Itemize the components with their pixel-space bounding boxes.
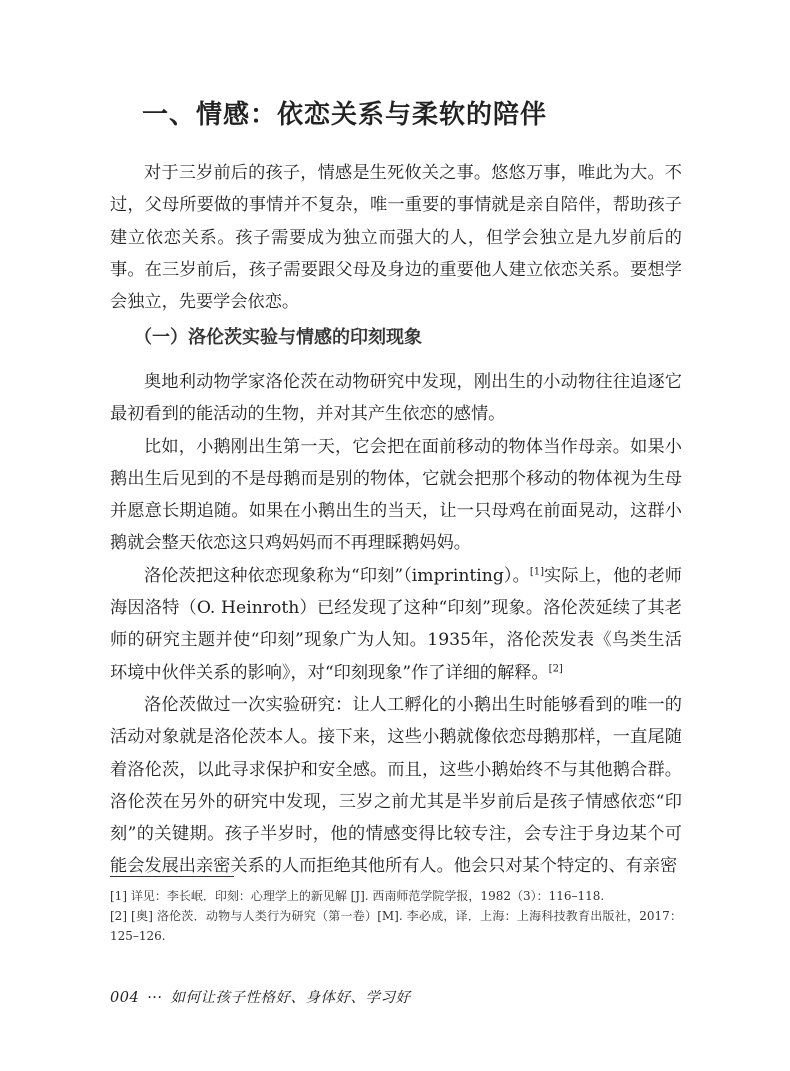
- section-heading: （一）洛伦茨实验与情感的印刻现象: [134, 327, 422, 348]
- footnote-2: [2] [奥] 洛伦茨．动物与人类行为研究（第一卷）[M]. 李必成，译．上海：上海科技教育出版社，2017：125–126.: [110, 909, 682, 943]
- chapter-title: 一、情感：依恋关系与柔软的陪伴: [142, 100, 548, 130]
- paragraph-4: 洛伦茨做过一次实验研究：让人工孵化的小鹅出生时能够看到的唯一的活动对象就是洛伦茨本人。接下来，这些小鹅就像依恋母鹅那样，一直尾随着洛伦茨，以此寻求保护和安全感。而且，这些小鹅始终不与其他鹅合群。洛伦茨在另外的研究中发现，三岁之前尤其是半岁前后是孩子情感依恋“印刻”的关键期。孩子半岁时，他的情感变得比较专注，会专注于身边某个可能会发展出亲密关系的人而拒绝其他所有人。他会只对某个特定的、有亲密: [110, 694, 682, 877]
- page-number: 004: [110, 990, 140, 1006]
- page-footer: [110, 986, 411, 1007]
- book-title: 如何让孩子性格好、身体好、学习好: [170, 990, 411, 1006]
- paragraph-1: 奥地利动物学家洛伦茨在动物研究中发现，刚出生的小动物往往追逐它最初看到的能活动的生物，并对其产生依恋的感情。: [110, 372, 682, 425]
- paragraph-3: [110, 560, 682, 689]
- intro-block: [110, 157, 682, 318]
- footnote-marker-1[interactable]: [1]: [529, 566, 544, 578]
- footnote-divider: [110, 876, 234, 877]
- footer-separator: ···: [147, 990, 163, 1006]
- paragraph-2: 比如，小鹅刚出生第一天，它会把在面前移动的物体当作母亲。如果小鹅出生后见到的不是母鹅而是别的物体，它就会把那个移动的物体视为生母并愿意长期追随。如果在小鹅出生的当天，让一只母鸡在前面晃动，这群小鹅就会整天依恋这只鸡妈妈而不再理睬鹅妈妈。: [110, 436, 682, 554]
- footnotes: [110, 886, 682, 946]
- footnote-1: [1] 详见：李长岷．印刻：心理学上的新见解 [J]. 西南师范学院学报，1982（3）：116–118.: [110, 889, 605, 903]
- paragraph-3-part-b: 实际上，他的老师海因洛特（O. Heinroth）已经发现了这种“印刻”现象。洛伦茨延续了其老师的研究主题并使“印刻”现象广为人知。1935年，洛伦茨发表《鸟类生活环境中伙伴关系的影响》，对“印刻现象”作了详细的解释。: [110, 565, 682, 683]
- section-body: [110, 366, 682, 883]
- footnote-marker-2[interactable]: [2]: [548, 662, 563, 674]
- intro-paragraph: 对于三岁前后的孩子，情感是生死攸关之事。悠悠万事，唯此为大。不过，父母所要做的事情并不复杂，唯一重要的事情就是亲自陪伴，帮助孩子建立依恋关系。孩子需要成为独立而强大的人，但学会独立是九岁前后的事。在三岁前后，孩子需要跟父母及身边的重要他人建立依恋关系。要想学会独立，先要学会依恋。: [110, 163, 682, 313]
- paragraph-3-part-a: 洛伦茨把这种依恋现象称为“印刻”（imprinting）。: [144, 565, 530, 586]
